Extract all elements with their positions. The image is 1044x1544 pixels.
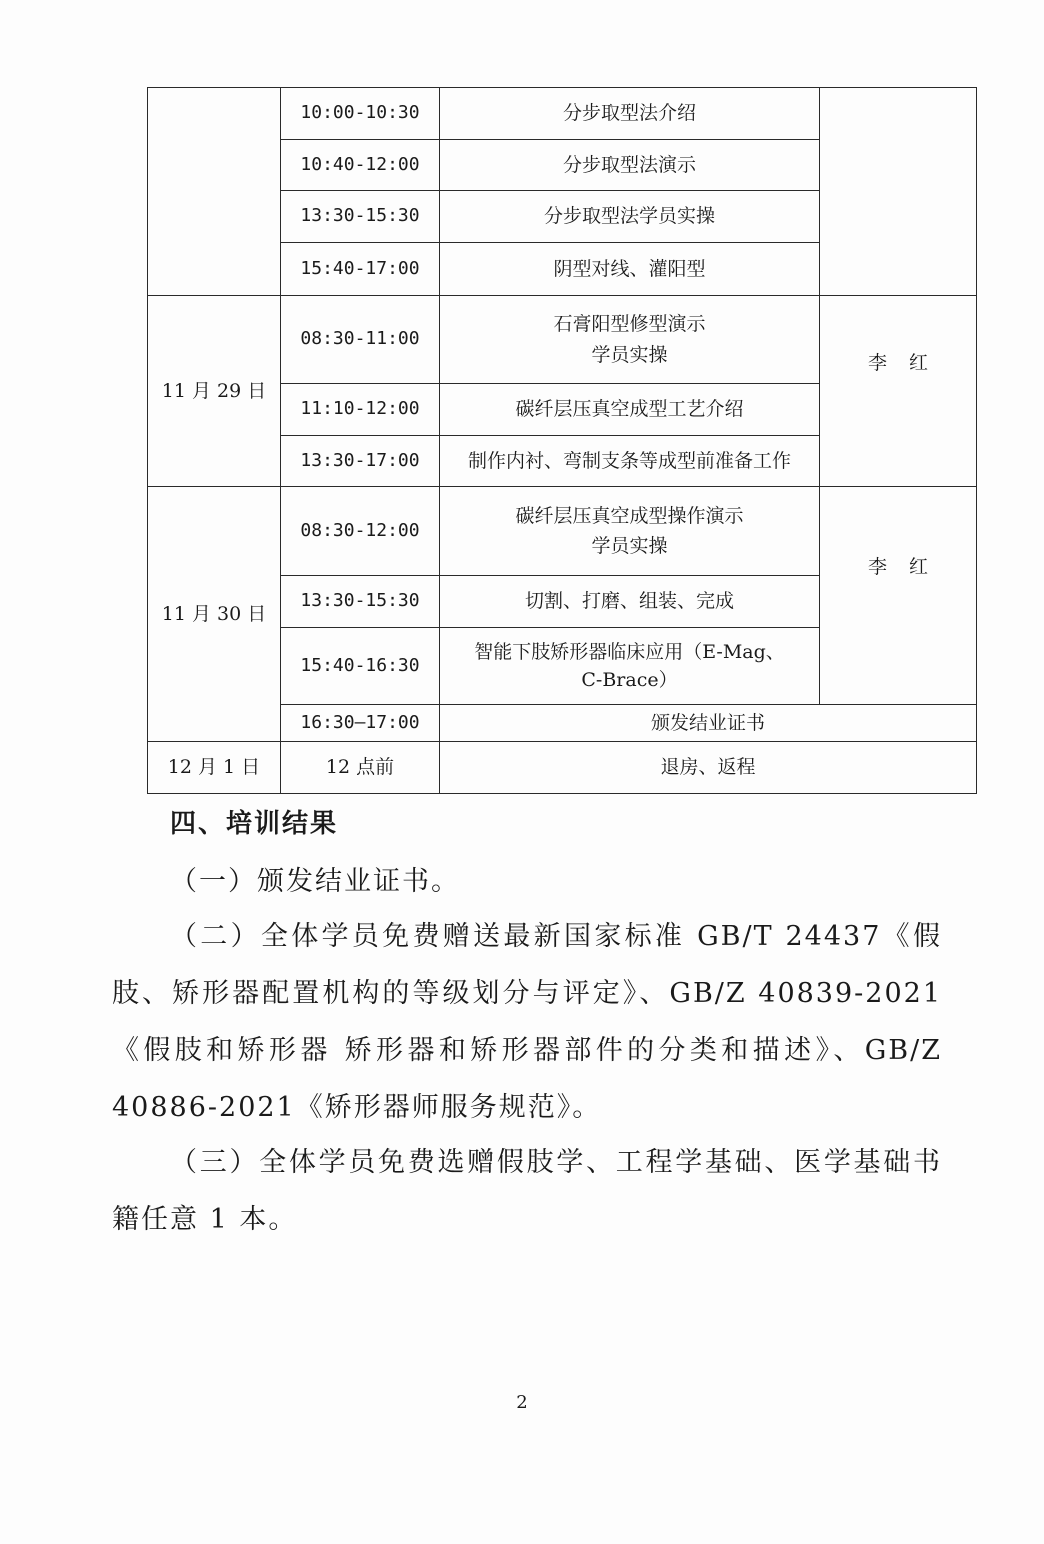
paragraph: （三）全体学员免费选赠假肢学、工程学基础、医学基础书籍任意 1 本。	[112, 1147, 942, 1235]
page-number: 2	[516, 1392, 528, 1413]
time-cell: 08:30-11:00	[281, 296, 440, 384]
paragraph: （二）全体学员免费赠送最新国家标准 GB/T 24437《假肢、矫形器配置机构的等级划分与评定》、GB/Z 40839-2021《假肢和矫形器 矫形器和矫形器部件的分类和描述》、GB/Z 40886-2021《矫形器师服务规范》。	[112, 921, 942, 1123]
content-cell: 阴型对线、灌阳型	[440, 243, 820, 296]
paragraph: （一）颁发结业证书。	[170, 866, 460, 897]
content-cell: 制作内衬、弯制支条等成型前准备工作	[440, 436, 820, 487]
section-heading: 四、培训结果	[170, 809, 339, 839]
time-cell: 08:30-12:00	[281, 487, 440, 576]
date-cell	[148, 88, 281, 296]
content-cell: 切割、打磨、组装、完成	[440, 576, 820, 628]
schedule-table	[147, 87, 977, 794]
table-row	[148, 296, 977, 384]
content-cell: 退房、返程	[440, 742, 977, 794]
time-cell: 10:40-12:00	[281, 140, 440, 191]
time-cell: 12 点前	[281, 742, 440, 794]
content-cell: 碳纤层压真空成型工艺介绍	[440, 384, 820, 436]
time-cell: 16:30—17:00	[281, 705, 440, 742]
time-cell: 13:30-15:30	[281, 576, 440, 628]
content-cell: 分步取型法介绍	[440, 88, 820, 140]
content-cell: 石膏阳型修型演示 学员实操	[440, 296, 820, 384]
content-cell: 颁发结业证书	[440, 705, 977, 742]
content-cell: 分步取型法演示	[440, 140, 820, 191]
date-cell: 11 月 29 日	[148, 296, 281, 487]
teacher-cell: 李红	[820, 268, 977, 459]
time-cell: 13:30-15:30	[281, 191, 440, 243]
teacher-cell	[820, 88, 977, 296]
date-cell: 11 月 30 日	[148, 487, 281, 742]
table-row	[148, 88, 977, 140]
content-cell: 分步取型法学员实操	[440, 191, 820, 243]
time-cell: 10:00-10:30	[281, 88, 440, 140]
date-cell: 12 月 1 日	[148, 742, 281, 794]
table-row	[148, 487, 977, 576]
time-cell: 13:30-17:00	[281, 436, 440, 487]
content-cell: 智能下肢矫形器临床应用（E-Mag、 C-Brace）	[440, 628, 820, 705]
time-cell: 15:40-17:00	[281, 243, 440, 296]
time-cell: 15:40-16:30	[281, 628, 440, 705]
time-cell: 11:10-12:00	[281, 384, 440, 436]
content-cell: 碳纤层压真空成型操作演示 学员实操	[440, 487, 820, 576]
teacher-cell: 李红	[820, 459, 977, 677]
table-row	[148, 742, 977, 794]
